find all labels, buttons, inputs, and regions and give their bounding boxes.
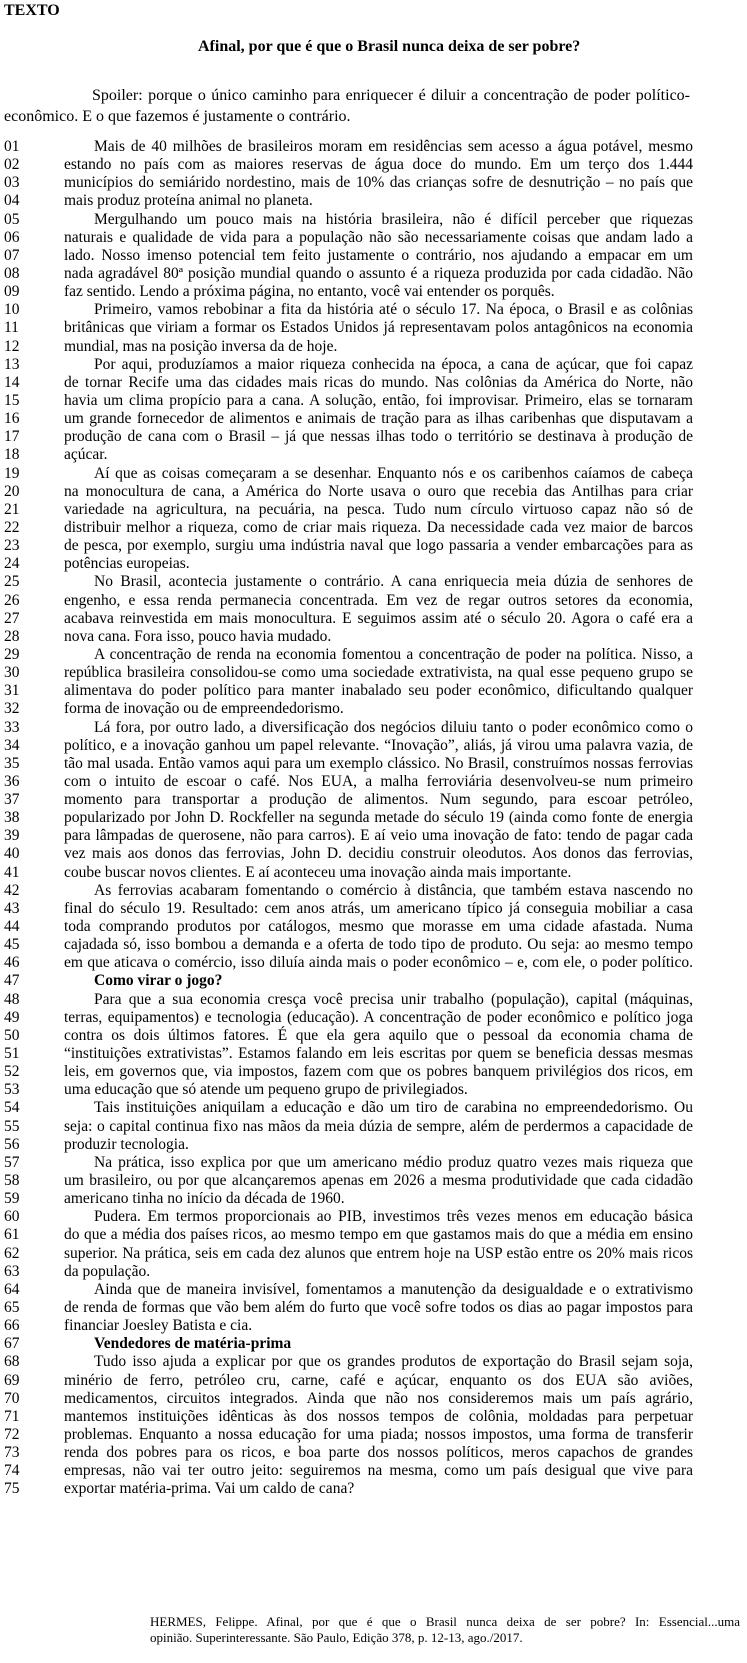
line-number: 17 <box>4 428 20 446</box>
line-text: nada agradável 80ª posição mundial quando o assunto é a riqueza produzida por cada cidadão. Não <box>64 264 693 282</box>
line-number: 40 <box>4 845 20 863</box>
line-number: 50 <box>4 1026 20 1044</box>
line-text: lado. Nosso imenso potencial tem feito justamente o contrário, nos ajudando a empacar em um <box>64 246 693 264</box>
text-line <box>0 1226 747 1244</box>
line-number: 52 <box>4 1063 20 1081</box>
line-text: Pudera. Em termos proporcionais ao PIB, investimos três vezes menos em educação básica <box>94 1208 693 1226</box>
line-text: estando no país com as maiores reservas de água doce do mundo. Em um terço dos 1.444 <box>64 156 693 174</box>
spoiler-line: Spoiler: porque o único caminho para enriquecer é diluir a concentração de poder político- <box>92 87 690 104</box>
line-text: A concentração de renda na economia fomentou a concentração de poder na política. Nisso, a <box>94 645 693 663</box>
text-line <box>0 229 747 247</box>
text-line <box>0 265 747 283</box>
line-text: Para que a sua economia cresça você precisa unir trabalho (população), capital (máquinas, <box>94 990 693 1008</box>
line-number: 03 <box>4 174 20 192</box>
text-line <box>0 864 747 882</box>
line-number: 60 <box>4 1208 20 1226</box>
line-text: britânicas que viriam a formar os Estados Unidos já representavam polos antagônicos na economia <box>64 319 693 337</box>
text-line <box>0 936 747 954</box>
line-number: 46 <box>4 954 20 972</box>
line-text: medicamentos, circuitos integrados. Ainda que não nos consideremos mais um país agrário, <box>64 1389 693 1407</box>
line-number: 67 <box>4 1335 20 1353</box>
text-line <box>0 392 747 410</box>
line-text: com o intuito de escoar o café. Nos EUA, a malha ferroviária desenvolveu-se num primeiro <box>64 772 693 790</box>
text-line <box>0 138 747 156</box>
line-number: 58 <box>4 1172 20 1190</box>
line-text: um brasileiro, ou por que alcançaremos apenas em 2026 a mesma produtividade que cada cidadão <box>64 1172 693 1190</box>
line-number: 53 <box>4 1081 20 1099</box>
line-text: empresas, não vai ter outro jeito: seguiremos na mesma, como um país desigual que vive para <box>64 1462 693 1480</box>
line-number: 18 <box>4 446 20 464</box>
line-number: 42 <box>4 881 20 899</box>
text-line <box>0 755 747 773</box>
line-text: municípios do semiárido nordestino, mais de 10% das crianças sofre de desnutrição – no país que <box>64 174 693 192</box>
text-line <box>0 1208 747 1226</box>
source-line: HERMES, Felippe. Afinal, por que é que o Brasil nunca deixa de ser pobre? In: Essencial...uma <box>150 1614 740 1629</box>
line-number: 20 <box>4 482 20 500</box>
line-number: 01 <box>4 138 20 155</box>
numbered-text-body <box>0 138 747 1499</box>
line-text: superior. Na prática, seis em cada dez alunos que entrem hoje na USP estão entre os 20% mais ricos <box>64 1244 693 1262</box>
line-number: 27 <box>4 609 20 627</box>
text-line <box>0 972 747 990</box>
line-text: leis, em governos que, via impostos, fazem com que os pobres banquem privilégios dos ricos, em <box>64 1063 693 1081</box>
text-line <box>0 882 747 900</box>
text-line <box>0 900 747 918</box>
line-number: 37 <box>4 791 20 809</box>
line-number: 25 <box>4 573 20 591</box>
section-heading: Como virar o jogo? <box>94 972 223 990</box>
text-line <box>0 519 747 537</box>
line-text: naturais e qualidade de vida para a população não são necessariamente coisas que andam lado a <box>64 228 693 246</box>
text-line <box>0 465 747 483</box>
line-text: mantemos instituições idênticas às dos nossos tempos de colônia, moldadas para perpetuar <box>64 1407 693 1425</box>
line-number: 23 <box>4 537 20 555</box>
line-number: 24 <box>4 555 20 573</box>
text-line <box>0 192 747 210</box>
text-line <box>0 1027 747 1045</box>
text-line <box>0 446 747 464</box>
line-text: exportar matéria-prima. Vai um caldo de cana? <box>64 1480 355 1498</box>
line-number: 11 <box>4 319 19 337</box>
text-line <box>0 555 747 573</box>
line-text: Mergulhando um pouco mais na história brasileira, não é difícil perceber que riquezas <box>94 210 693 228</box>
line-number: 38 <box>4 809 20 827</box>
line-text: cajadada só, isso bombou a demanda e a oferta de todo tipo de produto. Ou seja: ao mesmo tempo <box>64 936 693 954</box>
line-text: república brasileira consolidou-se como uma sociedade extrativista, na qual esse pequeno grupo se <box>64 664 693 682</box>
text-line <box>0 610 747 628</box>
text-line <box>0 283 747 301</box>
text-line <box>0 827 747 845</box>
text-line <box>0 1136 747 1154</box>
line-number: 22 <box>4 518 20 536</box>
line-text: No Brasil, acontecia justamente o contrário. A cana enriquecia meia dúzia de senhores de <box>94 573 693 591</box>
line-number: 70 <box>4 1389 20 1407</box>
line-number: 07 <box>4 246 20 264</box>
line-number: 31 <box>4 682 20 700</box>
line-number: 32 <box>4 700 20 718</box>
line-text: financiar Joesley Batista e cia. <box>64 1317 253 1335</box>
line-text: de tornar Recife uma das cidades mais ricas do mundo. Nas colônias da América do Norte, não <box>64 373 693 391</box>
line-text: produção de cana com o Brasil – já que nessas ilhas todo o território se destinava à produção de <box>64 428 693 446</box>
line-number: 06 <box>4 228 20 246</box>
text-line <box>0 483 747 501</box>
line-text: variedade na agricultura, na pecuária, na pesca. Tudo num círculo virtuoso capaz não só de <box>64 500 693 518</box>
line-number: 08 <box>4 264 20 282</box>
text-line <box>0 1317 747 1335</box>
line-text: havia um clima propício para a cana. A solução, então, foi improvisar. Primeiro, elas se tornaram <box>64 391 693 409</box>
line-text: Mais de 40 milhões de brasileiros moram em residências sem acesso a água potável, mesmo <box>94 138 693 155</box>
line-text: mais produz proteína animal no planeta. <box>64 192 313 210</box>
line-number: 73 <box>4 1444 20 1462</box>
line-text: americano tinha no início da década de 1960. <box>64 1190 345 1208</box>
line-text: na monocultura de cana, a América do Norte usava o ouro que recebia das Antilhas para criar <box>64 482 693 500</box>
line-text: Aí que as coisas começaram a se desenhar. Enquanto nós e os caribenhos caíamos de cabeça <box>94 464 693 482</box>
line-number: 44 <box>4 918 20 936</box>
line-number: 57 <box>4 1153 20 1171</box>
line-text: acabava reinvestida em mais monocultura. E seguimos assim até o século 20. Agora o café era a <box>64 609 693 627</box>
text-line <box>0 1245 747 1263</box>
line-number: 61 <box>4 1226 20 1244</box>
text-line <box>0 1190 747 1208</box>
text-line <box>0 592 747 610</box>
line-text: Primeiro, vamos rebobinar a fita da história até o século 17. Na época, o Brasil e as colônias <box>94 301 693 319</box>
line-number: 59 <box>4 1190 20 1208</box>
line-number: 04 <box>4 192 20 210</box>
section-label: TEXTO <box>4 2 60 19</box>
line-text: um grande fornecedor de alimentos e animais de tração para as ilhas caribenhas que disputavam a <box>64 410 693 428</box>
line-number: 21 <box>4 500 20 518</box>
line-text: faz sentido. Lendo a próxima página, no entanto, você vai entender os porquês. <box>64 283 555 301</box>
text-line <box>0 1081 747 1099</box>
source-line: opinião. Superinteressante. São Paulo, Edição 378, p. 12-13, ago./2017. <box>150 1630 523 1645</box>
text-line <box>0 537 747 555</box>
line-number: 29 <box>4 645 20 663</box>
line-text: Na prática, isso explica por que um americano médio produz quatro vezes mais riqueza que <box>94 1153 693 1171</box>
line-text: político, e a inovação ganhou um papel relevante. “Inovação”, aliás, já virou uma palavra vazia, de <box>64 736 693 754</box>
text-line <box>0 664 747 682</box>
spoiler-line: econômico. E o que fazemos é justamente o contrário. <box>4 108 351 125</box>
section-heading: Vendedores de matéria-prima <box>94 1335 292 1353</box>
line-text: “instituições extrativistas”. Estamos falando em leis escritas por quem se beneficia dessas mesmas <box>64 1045 693 1063</box>
line-text: Tais instituições aniquilam a educação e dão um tiro de carabina no empreendedorismo. Ou <box>94 1099 693 1117</box>
line-text: problemas. Enquanto a nossa educação for uma piada; nossos impostos, uma forma de transferir <box>64 1425 693 1443</box>
line-text: Tudo isso ajuda a explicar por que os grandes produtos de exportação do Brasil sejam soja, <box>94 1353 693 1371</box>
text-line <box>0 845 747 863</box>
line-number: 16 <box>4 410 20 428</box>
line-number: 54 <box>4 1099 20 1117</box>
article-title: Afinal, por que é que o Brasil nunca deixa de ser pobre? <box>198 38 581 55</box>
line-text: seja: o capital continua fixo nas mãos da meia dúzia de sempre, além de perdermos a capacidade de <box>64 1117 693 1135</box>
line-text: em que aticava o comércio, isso diluía ainda mais o poder econômico – e, com ele, o poder político. <box>64 954 693 972</box>
spoiler-paragraph <box>4 85 690 127</box>
text-line <box>0 1480 747 1498</box>
line-text: açúcar. <box>64 446 108 464</box>
text-line <box>0 1462 747 1480</box>
line-number: 64 <box>4 1280 20 1298</box>
line-number: 12 <box>4 337 20 355</box>
line-text: alimentava do poder político para manter inabalado seu poder econômico, dificultando qualquer <box>64 682 693 700</box>
line-number: 66 <box>4 1317 20 1335</box>
line-text: vez mais aos donos das ferrovias, John D. decidiu construir oleodutos. Aos donos das ferrovias, <box>64 845 693 863</box>
text-line <box>0 338 747 356</box>
line-text: Lá fora, por outro lado, a diversificação dos negócios diluiu tanto o poder econômico como o <box>94 718 693 736</box>
line-text: engenho, e essa renda permanecia concentrada. Em vez de regar outros setores da economia, <box>64 591 693 609</box>
line-number: 51 <box>4 1045 20 1063</box>
line-text: potências europeias. <box>64 555 190 573</box>
line-text: minério de ferro, petróleo cru, carne, café e açúcar, enquanto os dos EUA são aviões, <box>64 1371 693 1389</box>
text-line <box>0 918 747 936</box>
text-line <box>0 954 747 972</box>
line-number: 26 <box>4 591 20 609</box>
text-line <box>0 1154 747 1172</box>
text-line <box>0 1263 747 1281</box>
line-text: distribuir melhor a riqueza, como de criar mais riqueza. Da necessidade cada vez maior de barcos <box>64 518 693 536</box>
text-line <box>0 1118 747 1136</box>
text-line <box>0 211 747 229</box>
line-text: forma de inovação ou de empreendedorismo. <box>64 700 344 718</box>
text-line <box>0 1299 747 1317</box>
text-line <box>0 410 747 428</box>
line-number: 35 <box>4 754 20 772</box>
text-line <box>0 1172 747 1190</box>
text-line <box>0 1099 747 1117</box>
line-text: coube buscar novos clientes. E aí aconteceu uma inovação ainda mais importante. <box>64 863 572 881</box>
line-text: produzir tecnologia. <box>64 1135 189 1153</box>
line-number: 41 <box>4 863 20 881</box>
text-line <box>0 773 747 791</box>
text-line <box>0 1426 747 1444</box>
text-line <box>0 682 747 700</box>
line-text: As ferrovias acabaram fomentando o comércio à distância, que também estava nascendo no <box>94 881 693 899</box>
text-line <box>0 356 747 374</box>
line-number: 02 <box>4 156 20 174</box>
line-text: uma educação que só atende um pequeno grupo de privilegiados. <box>64 1081 468 1099</box>
line-number: 48 <box>4 990 20 1008</box>
line-number: 69 <box>4 1371 20 1389</box>
line-number: 30 <box>4 664 20 682</box>
line-number: 33 <box>4 718 20 736</box>
text-line <box>0 1353 747 1371</box>
line-text: Ainda que de maneira invisível, fomentamos a manutenção da desigualdade e o extrativismo <box>94 1280 693 1298</box>
line-text: nova cana. Fora isso, pouco havia mudado. <box>64 627 332 645</box>
line-number: 10 <box>4 301 20 319</box>
line-text: renda dos pobres para os ricos, e boa parte dos nossos políticos, meros capachos de grandes <box>64 1444 693 1462</box>
text-line <box>0 700 747 718</box>
line-text: momento para transportar a produção de alimentos. Num segundo, para escoar petróleo, <box>64 791 693 809</box>
line-number: 75 <box>4 1480 20 1498</box>
line-text: para lâmpadas de querosene, não para carros). E aí veio uma inovação de fato: tendo de pagar cada <box>64 827 693 845</box>
text-line <box>0 156 747 174</box>
line-text: do que a média dos países ricos, ao mesmo tempo em que gastamos mais do que a média em ensino <box>64 1226 693 1244</box>
text-line <box>0 1444 747 1462</box>
text-line <box>0 573 747 591</box>
line-text: de pesca, por exemplo, surgiu uma indústria naval que logo passaria a vender embarcações para as <box>64 537 693 555</box>
line-number: 63 <box>4 1262 20 1280</box>
text-line <box>0 646 747 664</box>
text-line <box>0 428 747 446</box>
line-number: 68 <box>4 1353 20 1371</box>
line-number: 62 <box>4 1244 20 1262</box>
line-number: 36 <box>4 772 20 790</box>
text-line <box>0 809 747 827</box>
text-line <box>0 791 747 809</box>
text-line <box>0 1281 747 1299</box>
line-number: 49 <box>4 1008 20 1026</box>
line-text: de renda de formas que vão bem além do furto que você sofre todos os dias ao pagar impostos para <box>64 1299 693 1316</box>
line-number: 71 <box>4 1407 20 1425</box>
text-line <box>0 319 747 337</box>
text-line <box>0 1372 747 1390</box>
line-number: 72 <box>4 1425 20 1443</box>
line-number: 28 <box>4 627 20 645</box>
line-number: 19 <box>4 464 20 482</box>
text-line <box>0 1335 747 1353</box>
line-text: toda comprando produtos por catálogos, mesmo que morasse em uma cidade afastada. Numa <box>64 918 693 936</box>
line-text: final do século 19. Resultado: cem anos atrás, um americano típico já conseguia mobiliar a casa <box>64 899 693 917</box>
text-line <box>0 1390 747 1408</box>
text-line <box>0 1063 747 1081</box>
line-number: 34 <box>4 736 20 754</box>
line-text: Por aqui, produzíamos a maior riqueza conhecida na época, a cana de açúcar, que foi capaz <box>94 355 693 373</box>
line-number: 47 <box>4 972 20 990</box>
line-text: popularizado por John D. Rockfeller na segunda metade do século 19 (ainda como fonte de energia <box>64 809 693 827</box>
line-number: 65 <box>4 1299 20 1316</box>
line-number: 05 <box>4 210 20 228</box>
line-text: terras, equipamentos) e tecnologia (educação). A concentração de poder econômico e político joga <box>64 1008 693 1026</box>
line-number: 13 <box>4 355 20 373</box>
line-text: da população. <box>64 1262 151 1280</box>
text-line <box>0 991 747 1009</box>
text-line <box>0 501 747 519</box>
line-number: 09 <box>4 283 20 301</box>
text-line <box>0 1045 747 1063</box>
line-number: 43 <box>4 899 20 917</box>
line-number: 55 <box>4 1117 20 1135</box>
line-text: mundial, mas na posição inversa da de hoje. <box>64 337 338 355</box>
text-line <box>0 174 747 192</box>
line-text: contra os dois últimos fatores. É que ela gera aquilo que o pessoal da economia chama de <box>64 1026 693 1044</box>
line-number: 39 <box>4 827 20 845</box>
text-line <box>0 628 747 646</box>
source-citation <box>150 1614 740 1646</box>
line-number: 56 <box>4 1135 20 1153</box>
text-line <box>0 1009 747 1027</box>
text-line <box>0 737 747 755</box>
line-number: 14 <box>4 373 20 391</box>
line-number: 45 <box>4 936 20 954</box>
line-number: 15 <box>4 391 20 409</box>
text-line <box>0 301 747 319</box>
line-text: tão mal usada. Então vamos aqui para um exemplo clássico. No Brasil, construímos nossas ferrovias <box>64 754 693 772</box>
text-line <box>0 1408 747 1426</box>
text-line <box>0 719 747 737</box>
text-line <box>0 247 747 265</box>
line-number: 74 <box>4 1462 20 1480</box>
text-line <box>0 374 747 392</box>
